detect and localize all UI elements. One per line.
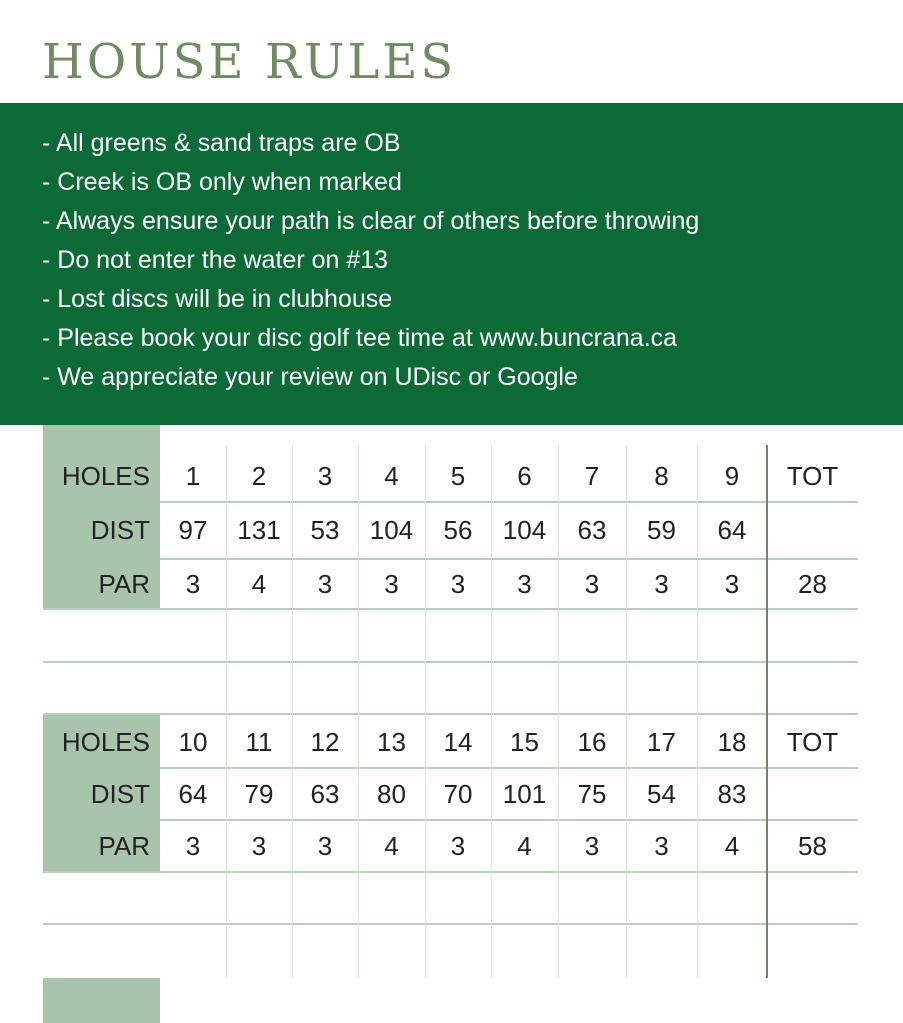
par-cell: 3 <box>185 830 201 861</box>
holes-cell: 3 <box>317 461 333 491</box>
par-cell: 4 <box>724 830 740 861</box>
total-header: TOT <box>786 727 839 757</box>
dist-cell: 53 <box>310 515 340 545</box>
row-label-holes: HOLES <box>61 461 150 491</box>
holes-cell: 4 <box>384 461 399 491</box>
holes-cell: 7 <box>584 461 600 491</box>
par-cell: 3 <box>654 830 669 861</box>
holes-cell: 17 <box>647 727 676 757</box>
par-total: 28 <box>798 568 827 599</box>
row-label-holes: HOLES <box>61 727 150 757</box>
rule-item: - Always ensure your path is clear of others before throwing <box>42 207 700 235</box>
row-divider <box>43 871 858 873</box>
dist-cell: 56 <box>443 515 473 545</box>
holes-cell: 18 <box>717 727 747 757</box>
row-divider <box>43 923 858 925</box>
par-cell: 3 <box>317 568 333 599</box>
dist-cell: 101 <box>502 778 547 809</box>
rule-item: - We appreciate your review on UDisc or Google <box>42 363 578 391</box>
holes-cell: 8 <box>654 461 669 491</box>
row-divider <box>43 661 858 663</box>
holes-cell: 14 <box>443 727 473 757</box>
holes-cell: 10 <box>178 727 208 757</box>
par-cell: 3 <box>450 830 466 861</box>
dist-cell: 64 <box>178 778 208 809</box>
dist-cell: 59 <box>647 515 676 545</box>
dist-cell: 79 <box>244 778 274 809</box>
par-cell: 3 <box>185 568 201 599</box>
row-divider <box>43 608 858 610</box>
dist-cell: 63 <box>310 778 340 809</box>
row-label-dist: DIST <box>90 778 150 809</box>
par-cell: 3 <box>384 568 399 599</box>
holes-cell: 6 <box>517 461 532 491</box>
holes-cell: 1 <box>185 461 201 491</box>
par-cell: 3 <box>654 568 669 599</box>
row-label-par: PAR <box>98 568 150 599</box>
par-cell: 4 <box>517 830 532 861</box>
holes-cell: 16 <box>577 727 607 757</box>
par-cell: 3 <box>517 568 532 599</box>
par-total: 58 <box>798 830 827 861</box>
holes-cell: 2 <box>251 461 267 491</box>
par-cell: 4 <box>251 568 267 599</box>
dist-cell: 64 <box>717 515 747 545</box>
holes-cell: 13 <box>377 727 406 757</box>
dist-cell: 70 <box>443 778 473 809</box>
rules-list <box>42 124 699 397</box>
par-cell: 3 <box>584 568 600 599</box>
total-header: TOT <box>786 461 839 491</box>
rule-item: - All greens & sand traps are OB <box>42 129 401 157</box>
par-cell: 3 <box>317 830 333 861</box>
rule-item: - Do not enter the water on #13 <box>42 246 389 274</box>
row-label-dist: DIST <box>90 515 150 545</box>
holes-cell: 5 <box>450 461 466 491</box>
rule-item: - Please book your disc golf tee time at www.buncrana.ca <box>42 324 678 352</box>
par-cell: 3 <box>450 568 466 599</box>
dist-cell: 63 <box>577 515 607 545</box>
par-cell: 3 <box>724 568 740 599</box>
dist-cell: 54 <box>647 778 676 809</box>
par-cell: 3 <box>251 830 267 861</box>
holes-cell: 15 <box>510 727 539 757</box>
label-column-extra <box>43 978 160 1023</box>
par-cell: 3 <box>584 830 600 861</box>
dist-cell: 104 <box>502 515 547 545</box>
holes-cell: 12 <box>310 727 340 757</box>
dist-cell: 131 <box>237 515 281 545</box>
row-divider <box>43 713 858 715</box>
par-cell: 4 <box>384 830 399 861</box>
dist-cell: 104 <box>369 515 414 545</box>
holes-cell: 9 <box>724 461 740 491</box>
row-label-par: PAR <box>98 830 150 861</box>
page-title: HOUSE RULES <box>42 34 457 90</box>
rule-item: - Lost discs will be in clubhouse <box>42 285 393 313</box>
dist-cell: 75 <box>577 778 607 809</box>
dist-cell: 97 <box>178 515 208 545</box>
rule-item: - Creek is OB only when marked <box>42 168 402 196</box>
dist-cell: 83 <box>717 778 747 809</box>
holes-cell: 11 <box>245 727 273 757</box>
dist-cell: 80 <box>377 778 406 809</box>
